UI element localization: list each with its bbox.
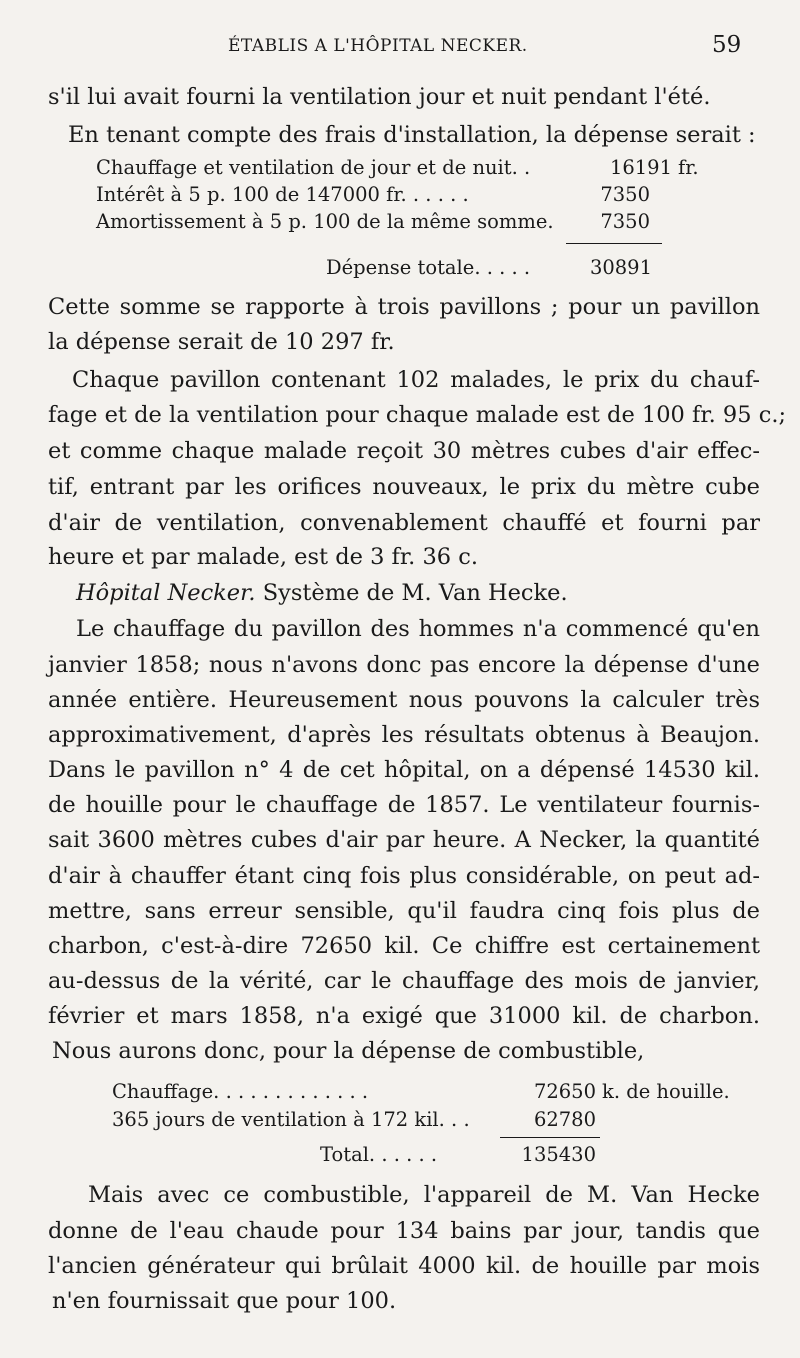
text-line: Nous aurons donc, pour la dépense de combustible, <box>52 1038 645 1064</box>
text-line: mettre, sans erreur sensible, qu'il faudra cinq fois plus de <box>48 898 760 924</box>
text-line: n'en fournissait que pour 100. <box>52 1288 397 1314</box>
total-label: Total. . . . . . <box>320 1143 438 1166</box>
table-row-label: Chauffage et ventilation de jour et de nuit. . <box>96 156 531 179</box>
text-line: fage et de la ventilation pour chaque malade est de 100 fr. 95 c.; <box>48 402 787 428</box>
text-line: Le chauffage du pavillon des hommes n'a commencé qu'en <box>76 616 760 642</box>
table-row-value: 7350 <box>600 210 650 233</box>
text-line: et comme chaque malade reçoit 30 mètres cubes d'air effec- <box>48 438 760 464</box>
text-line: donne de l'eau chaude pour 134 bains par jour, tandis que <box>48 1218 760 1244</box>
table-row-unit: fr. <box>678 156 699 179</box>
text-line: Dans le pavillon n° 4 de cet hôpital, on a dépensé 14530 kil. <box>48 757 760 783</box>
text-line: En tenant compte des frais d'installation, la dépense serait : <box>68 122 756 148</box>
text-line: Mais avec ce combustible, l'appareil de M. Van Hecke <box>88 1182 760 1208</box>
total-value: 30891 <box>589 256 652 279</box>
table-row-label: Amortissement à 5 p. 100 de la même somme. <box>96 210 554 233</box>
table-row-value: 16191 <box>609 156 672 179</box>
text-line: de houille pour le chauffage de 1857. Le ventilateur fournis- <box>48 792 760 818</box>
sum-rule <box>566 243 662 244</box>
text-line: approximativement, d'après les résultats obtenus à Beaujon. <box>48 722 760 748</box>
table-row-label: Intérêt à 5 p. 100 de 147000 fr. . . . . . <box>96 183 469 206</box>
table-row-value: 62780 <box>533 1108 596 1131</box>
text-line: Cette somme se rapporte à trois pavillons ; pour un pavillon <box>48 294 760 320</box>
text-line: janvier 1858; nous n'avons donc pas encore la dépense d'une <box>48 652 760 678</box>
text-line: année entière. Heureusement nous pouvons la calculer très <box>48 687 760 713</box>
table-row-unit: k. de houille. <box>602 1080 730 1103</box>
text-line: d'air à chauffer étant cinq fois plus considérable, on peut ad- <box>48 863 760 889</box>
total-value: 135430 <box>521 1143 596 1166</box>
table-row-value: 7350 <box>600 183 650 206</box>
text-line: d'air de ventilation, convenablement chauffé et fourni par <box>48 510 760 536</box>
running-title: ÉTABLIS A L'HÔPITAL NECKER. <box>228 36 528 56</box>
section-heading-italic: Hôpital Necker. <box>76 580 256 606</box>
section-heading <box>76 578 568 608</box>
running-header <box>0 32 800 62</box>
table-row-value: 72650 <box>533 1080 596 1103</box>
page-number: 59 <box>712 32 742 58</box>
text-line: Chaque pavillon contenant 102 malades, le prix du chauf- <box>72 367 760 393</box>
text-line: tif, entrant par les orifices nouveaux, le prix du mètre cube <box>48 474 760 500</box>
text-line: sait 3600 mètres cubes d'air par heure. A Necker, la quantité <box>48 827 760 853</box>
table-row-label: 365 jours de ventilation à 172 kil. . . <box>112 1108 470 1131</box>
table-row-label: Chauffage. . . . . . . . . . . . . <box>112 1080 369 1103</box>
section-heading-rest: Système de M. Van Hecke. <box>255 580 568 606</box>
text-line: heure et par malade, est de 3 fr. 36 c. <box>48 544 478 570</box>
text-line: charbon, c'est-à-dire 72650 kil. Ce chiffre est certainement <box>48 933 760 959</box>
text-line: février et mars 1858, n'a exigé que 31000 kil. de charbon. <box>48 1003 760 1029</box>
text-line: au-dessus de la vérité, car le chauffage des mois de janvier, <box>48 968 760 994</box>
total-label: Dépense totale. . . . . <box>326 256 531 279</box>
text-line: la dépense serait de 10 297 fr. <box>48 329 395 355</box>
text-line: s'il lui avait fourni la ventilation jour et nuit pendant l'été. <box>48 84 711 110</box>
text-line: l'ancien générateur qui brûlait 4000 kil. de houille par mois <box>48 1253 760 1279</box>
sum-rule <box>500 1137 600 1138</box>
